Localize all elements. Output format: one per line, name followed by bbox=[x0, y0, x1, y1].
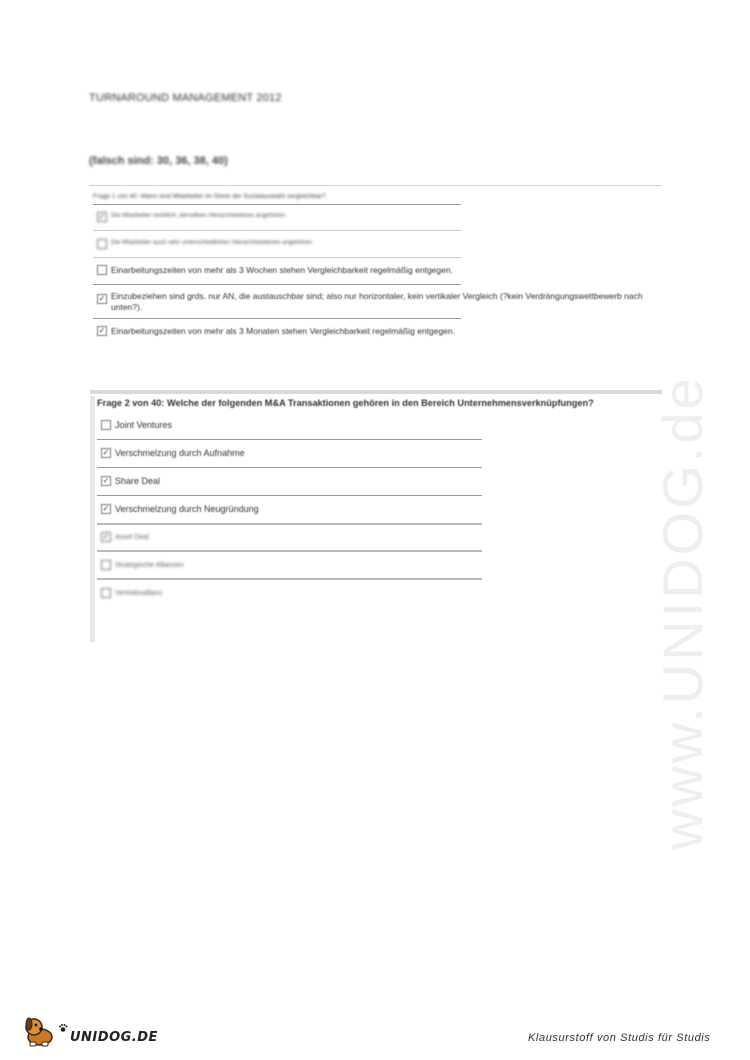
checkbox[interactable]: ✓ bbox=[98, 326, 106, 335]
checkbox[interactable]: ✓ bbox=[98, 294, 106, 303]
option-label: Die Mitarbeiter auch sehr unterschiedlichen Hierarchieebenen angehören. bbox=[111, 239, 314, 246]
option-label: Joint Ventures bbox=[115, 420, 173, 430]
option-divider bbox=[93, 318, 461, 319]
watermark: www.UNIDOG.de bbox=[651, 375, 714, 850]
option-label: Verschmelzung durch Aufnahme bbox=[115, 448, 245, 458]
wrong-answers-note: (falsch sind: 30, 36, 38, 40) bbox=[89, 155, 228, 167]
checkbox[interactable] bbox=[97, 239, 107, 249]
checkbox[interactable]: ✓ bbox=[102, 504, 110, 513]
question-2-option-5[interactable] bbox=[101, 532, 149, 542]
option-label: Asset Deal bbox=[115, 533, 149, 541]
dog-icon bbox=[22, 1015, 58, 1047]
option-divider bbox=[97, 523, 482, 525]
question-2-header: Frage 2 von 40: Welche der folgenden M&A Transaktionen gehören in den Bereich Unternehmensverknüpfungen? bbox=[97, 398, 594, 408]
option-divider bbox=[97, 467, 482, 468]
question-2-frame-left bbox=[90, 396, 95, 642]
option-divider bbox=[93, 257, 461, 258]
question-2-frame-top bbox=[90, 390, 662, 394]
question-2-option-7[interactable] bbox=[101, 588, 162, 598]
option-divider bbox=[93, 284, 461, 285]
document-title: TURNAROUND MANAGEMENT 2012 bbox=[89, 92, 282, 104]
option-divider bbox=[97, 495, 482, 496]
option-divider bbox=[97, 578, 482, 580]
question-2-option-4[interactable] bbox=[101, 504, 259, 514]
question-2-option-3[interactable] bbox=[101, 476, 160, 486]
question-1-header: Frage 1 von 40: Wann sind Mitarbeiter im Sinne der Sozialauswahl vergleichbar? bbox=[93, 193, 326, 200]
separator bbox=[89, 185, 661, 186]
checkbox[interactable]: ✓ bbox=[102, 448, 110, 457]
checkbox[interactable] bbox=[97, 265, 107, 275]
question-2-option-1[interactable] bbox=[101, 420, 172, 430]
question-1-option-3[interactable] bbox=[97, 265, 453, 275]
option-label: Einzubeziehen sind grds. nur AN, die austauschbar sind; also nur horizontaler, kein vertikaler Vergleich (?kein Verdrängungswettbewerb nach unten?). bbox=[111, 291, 643, 312]
question-1-option-4[interactable] bbox=[97, 291, 657, 313]
option-label: Share Deal bbox=[115, 476, 161, 486]
checkbox[interactable]: ✓ bbox=[102, 532, 110, 541]
footer-tagline: Klausurstoff von Studis für Studis bbox=[528, 1032, 711, 1044]
checkbox[interactable] bbox=[101, 588, 111, 598]
question-1-option-2[interactable] bbox=[97, 239, 314, 249]
question-1-option-5[interactable] bbox=[97, 326, 455, 336]
option-divider bbox=[97, 439, 482, 440]
option-divider bbox=[93, 230, 461, 231]
option-label: Die Mitarbeiter rechtlich, derselben Hierarchieebene angehören. bbox=[111, 212, 287, 219]
question-1-option-1[interactable] bbox=[97, 212, 287, 222]
option-divider bbox=[93, 204, 461, 205]
question-2-option-2[interactable] bbox=[101, 448, 245, 458]
option-label: Einarbeitungszeiten von mehr als 3 Wochen stehen Vergleichbarkeit regelmäßig entgegen. bbox=[111, 265, 453, 275]
option-divider bbox=[97, 550, 482, 552]
checkbox[interactable]: ✓ bbox=[98, 212, 106, 221]
checkbox[interactable] bbox=[101, 420, 111, 430]
option-label: Einarbeitungszeiten von mehr als 3 Monaten stehen Vergleichbarkeit regelmäßig entgegen. bbox=[111, 326, 455, 336]
unidog-logo bbox=[22, 1015, 158, 1047]
paw-icon bbox=[58, 1023, 68, 1033]
option-label: Vertriebsallianz bbox=[115, 589, 163, 597]
question-2-option-6[interactable] bbox=[101, 560, 184, 570]
option-label: Verschmelzung durch Neugründung bbox=[115, 504, 259, 514]
checkbox[interactable]: ✓ bbox=[102, 476, 110, 485]
checkbox[interactable] bbox=[101, 560, 111, 570]
logo-text: UNIDOG.DE bbox=[70, 1030, 158, 1045]
option-label: Strategische Allianzen bbox=[115, 561, 184, 569]
